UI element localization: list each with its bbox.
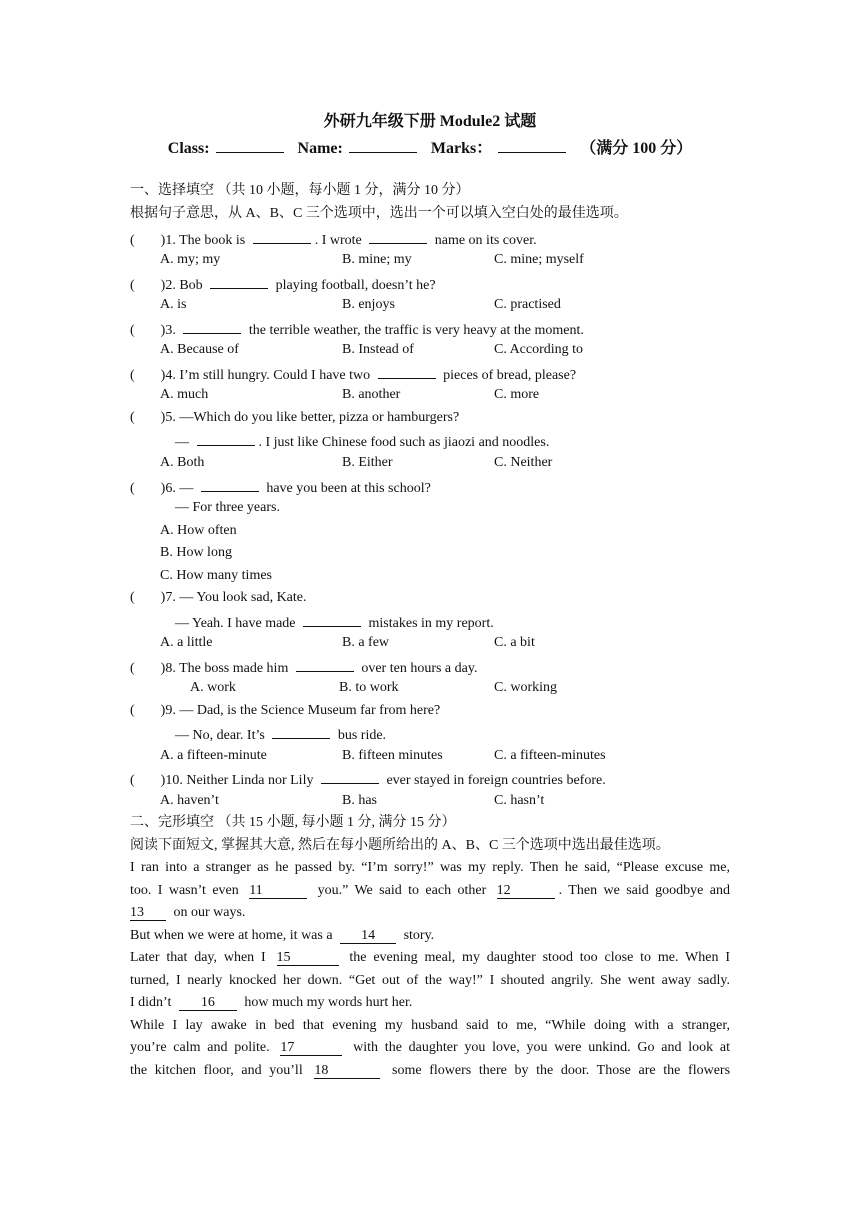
answer-paren: ( [130, 661, 135, 676]
question-6-reply: — For three years. [175, 500, 280, 515]
option-c: C. hasn’t [494, 793, 545, 808]
question-text: )6. — [160, 481, 194, 496]
question-text: playing football, doesn’t he? [275, 278, 436, 293]
passage-text: some flowers there by the door. Those are the flowers [392, 1062, 731, 1078]
blank-line [321, 769, 379, 784]
option-b: B. mine; my [342, 252, 412, 267]
question-9 [130, 702, 440, 720]
option-b: B. enjoys [342, 297, 395, 312]
answer-paren: ( [130, 590, 135, 605]
page-title: 外研九年级下册 Module2 试题 [323, 113, 537, 130]
passage-line [130, 925, 730, 948]
answer-paren: ( [130, 481, 135, 496]
passage-line: turned, I nearly knocked her down. “Get out of the way!” I shouted angrily. She went away sadly. [130, 972, 730, 988]
passage-line [130, 1037, 730, 1060]
question-text: )1. The book is [160, 233, 246, 248]
option-c: C. working [494, 680, 557, 695]
blank-line [201, 477, 259, 492]
cloze-blank-18[interactable]: 18 [314, 1063, 380, 1079]
question-text: )5. —Which do you like better, pizza or hamburgers? [160, 410, 460, 425]
passage-text: how much my words hurt her. [244, 995, 413, 1010]
blank-line [272, 724, 330, 739]
option-a: A. a fifteen-minute [160, 748, 267, 763]
answer-paren: ( [130, 773, 135, 788]
blank-line [210, 274, 268, 289]
blank-line [369, 229, 427, 244]
option-c: C. mine; myself [494, 252, 584, 267]
question-text: )10. Neither Linda nor Lily [160, 773, 314, 788]
option-a: A. How often [160, 523, 237, 538]
option-b: B. to work [339, 680, 399, 695]
question-text: )3. [160, 323, 176, 338]
passage-text: you.” We said to each other [317, 882, 487, 898]
option-b: B. How long [160, 545, 232, 560]
passage-line [130, 947, 730, 970]
passage-text: But when we were at home, it was a [130, 927, 333, 943]
blank-line [197, 431, 255, 446]
cloze-passage [130, 857, 730, 1082]
option-a: A. Both [160, 455, 205, 470]
section1-instruction: 根据句子意思，从 A、B、C 三个选项中，选出一个可以填入空白处的最佳选项。 [130, 206, 628, 221]
question-5-reply [175, 431, 549, 452]
passage-text: you’re calm and polite. [130, 1040, 270, 1055]
student-info-line [0, 135, 860, 158]
option-c: C. According to [494, 342, 584, 357]
question-text: mistakes in my report. [368, 616, 494, 631]
question-5 [130, 409, 459, 427]
cloze-blank-13[interactable]: 13 [130, 905, 166, 921]
passage-text: too. I wasn’t even [130, 882, 239, 898]
question-text: — Yeah. I have made [175, 616, 296, 631]
passage-line: While I lay awake in bed that evening my husband said to me, “While doing with a stranger, [130, 1017, 730, 1033]
answer-paren: ( [130, 410, 135, 425]
marks-blank[interactable] [498, 138, 566, 153]
passage-text: Later that day, when I [130, 950, 266, 965]
question-text: have you been at this school? [266, 481, 431, 496]
section2-heading: 二、完形填空 （共 15 小题, 每小题 1 分, 满分 15 分） [130, 815, 456, 830]
question-8 [130, 657, 477, 678]
passage-text: story. [403, 927, 435, 943]
option-c: C. more [494, 387, 540, 402]
answer-paren: ( [130, 323, 135, 338]
option-b: B. fifteen minutes [342, 748, 443, 763]
passage-line [130, 1060, 730, 1083]
question-7-reply [175, 612, 494, 633]
cloze-blank-15[interactable]: 15 [277, 950, 339, 966]
option-b: B. Either [342, 455, 393, 470]
cloze-blank-12[interactable]: 12 [497, 883, 555, 899]
option-b: B. a few [342, 635, 390, 650]
name-label: Name: [297, 140, 343, 157]
question-text: ever stayed in foreign countries before. [386, 773, 606, 788]
blank-line [303, 612, 361, 627]
question-text: the terrible weather, the traffic is very heavy at the moment. [248, 323, 584, 338]
option-c: C. a fifteen-minutes [494, 748, 606, 763]
answer-paren: ( [130, 233, 135, 248]
option-c: C. How many times [160, 568, 272, 583]
question-text: )7. — You look sad, Kate. [160, 590, 307, 605]
passage-line [130, 880, 730, 903]
option-c: C. a bit [494, 635, 535, 650]
blank-line [296, 657, 354, 672]
question-text: . I wrote [314, 233, 362, 248]
passage-text: with the daughter you love, you were unkind. Go and look at [353, 1040, 731, 1055]
question-1 [130, 229, 537, 250]
question-text: . I just like Chinese food such as jiaozi and noodles. [258, 435, 550, 450]
question-text: )4. I’m still hungry. Could I have two [160, 368, 371, 383]
option-a: A. a little [160, 635, 213, 650]
option-c: C. practised [494, 297, 561, 312]
question-4 [130, 364, 576, 385]
passage-text: the kitchen floor, and you’ll [130, 1062, 303, 1078]
question-text: — No, dear. It’s [175, 728, 265, 743]
question-text: name on its cover. [434, 233, 537, 248]
option-c: C. Neither [494, 455, 553, 470]
class-label: Class: [167, 140, 210, 157]
option-a: A. work [190, 680, 236, 695]
blank-line [183, 319, 241, 334]
question-text: )9. — Dad, is the Science Museum far from here? [160, 703, 441, 718]
question-10 [130, 769, 606, 790]
blank-line [253, 229, 311, 244]
option-b: B. another [342, 387, 401, 402]
answer-paren: ( [130, 368, 135, 383]
cloze-blank-14[interactable]: 14 [340, 928, 396, 944]
passage-line [130, 902, 730, 925]
passage-text: . Then we said goodbye and [558, 882, 730, 898]
cloze-blank-11[interactable]: 11 [249, 883, 307, 899]
option-a: A. Because of [160, 342, 239, 357]
marks-label: Marks： [430, 140, 493, 157]
name-blank[interactable] [349, 138, 417, 153]
passage-text: on our ways. [173, 905, 246, 920]
option-a: A. haven’t [160, 793, 219, 808]
section2-instruction: 阅读下面短文, 掌握其大意, 然后在每小题所给出的 A、B、C 三个选项中选出最佳选项。 [130, 838, 670, 853]
option-a: A. my; my [160, 252, 221, 267]
cloze-blank-16[interactable]: 16 [179, 995, 237, 1011]
passage-text: the evening meal, my daughter stood too close to me. When I [349, 950, 730, 965]
question-text: )2. Bob [160, 278, 203, 293]
option-b: B. Instead of [342, 342, 414, 357]
class-blank[interactable] [216, 138, 284, 153]
passage-line [130, 992, 730, 1015]
full-marks-note: （满分 100 分） [580, 140, 693, 157]
question-text: bus ride. [337, 728, 387, 743]
question-text: over ten hours a day. [361, 661, 478, 676]
option-a: A. much [160, 387, 209, 402]
blank-line [378, 364, 436, 379]
question-2 [130, 274, 436, 295]
question-3 [130, 319, 584, 340]
question-9-reply [175, 724, 386, 745]
question-text: pieces of bread, please? [443, 368, 577, 383]
answer-paren: ( [130, 703, 135, 718]
question-text: )8. The boss made him [160, 661, 289, 676]
question-7 [130, 589, 307, 607]
dash: — [175, 435, 189, 450]
section1-heading: 一、选择填空 （共 10 小题，每小题 1 分，满分 10 分） [130, 183, 470, 198]
passage-line: I ran into a stranger as he passed by. “I’m sorry!” was my reply. Then he said, “Please excuse me, [130, 860, 730, 875]
option-a: A. is [160, 297, 187, 312]
answer-paren: ( [130, 278, 135, 293]
cloze-blank-17[interactable]: 17 [280, 1040, 342, 1056]
question-6 [130, 477, 431, 498]
option-b: B. has [342, 793, 377, 808]
passage-text: I didn’t [130, 995, 172, 1010]
